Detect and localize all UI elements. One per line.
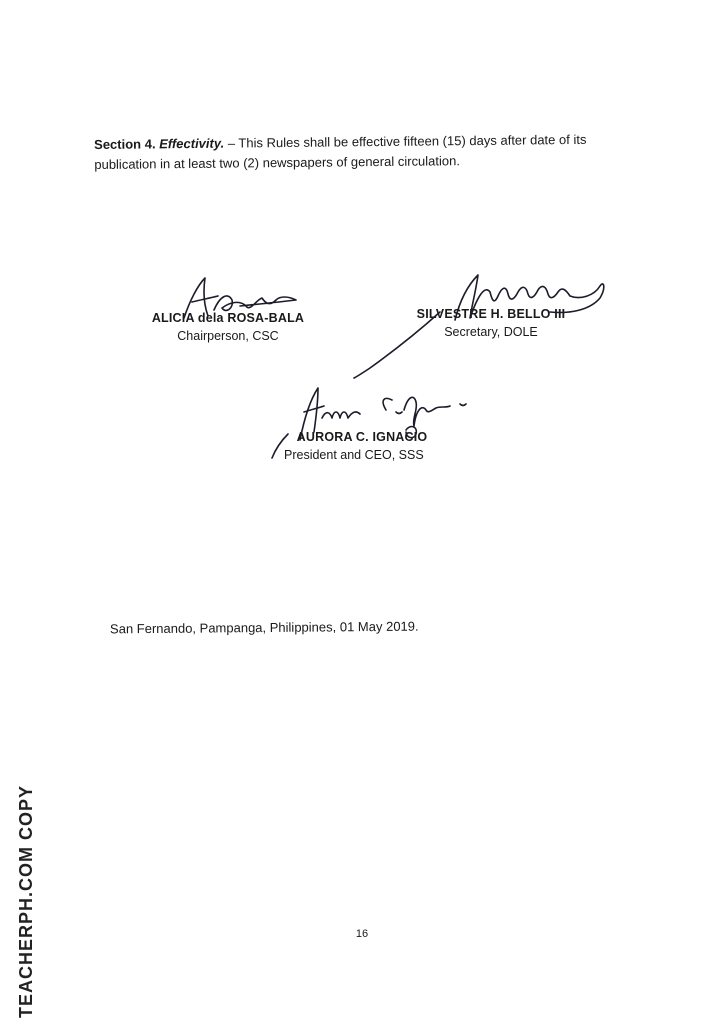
section-4-paragraph <box>94 129 634 175</box>
signatory-role: President and CEO, SSS <box>284 448 424 462</box>
watermark-text: TEACHERPH.COM COPY <box>16 784 36 1018</box>
place-and-date: San Fernando, Pampanga, Philippines, 01 May 2019. <box>109 618 419 637</box>
signatory-dole <box>406 305 576 341</box>
signatory-sss <box>282 428 442 464</box>
signatory-role: Chairperson, CSC <box>177 329 279 343</box>
page-number: 16 <box>355 928 369 940</box>
signatory-name: AURORA C. IGNACIO <box>296 430 428 444</box>
section-title: Effectivity. <box>159 135 225 152</box>
signatory-name: ALICIA dela ROSA-BALA <box>151 311 305 325</box>
section-heading: Section 4. <box>94 136 156 152</box>
section-body: – This Rules shall be effective fifteen (15) days after date of its publication in at least two (2) newspapers of general circulation. <box>94 131 587 172</box>
signatory-csc <box>148 309 308 345</box>
signatory-role: Secretary, DOLE <box>444 325 538 339</box>
signatory-name: SILVESTRE H. BELLO III <box>416 307 566 321</box>
